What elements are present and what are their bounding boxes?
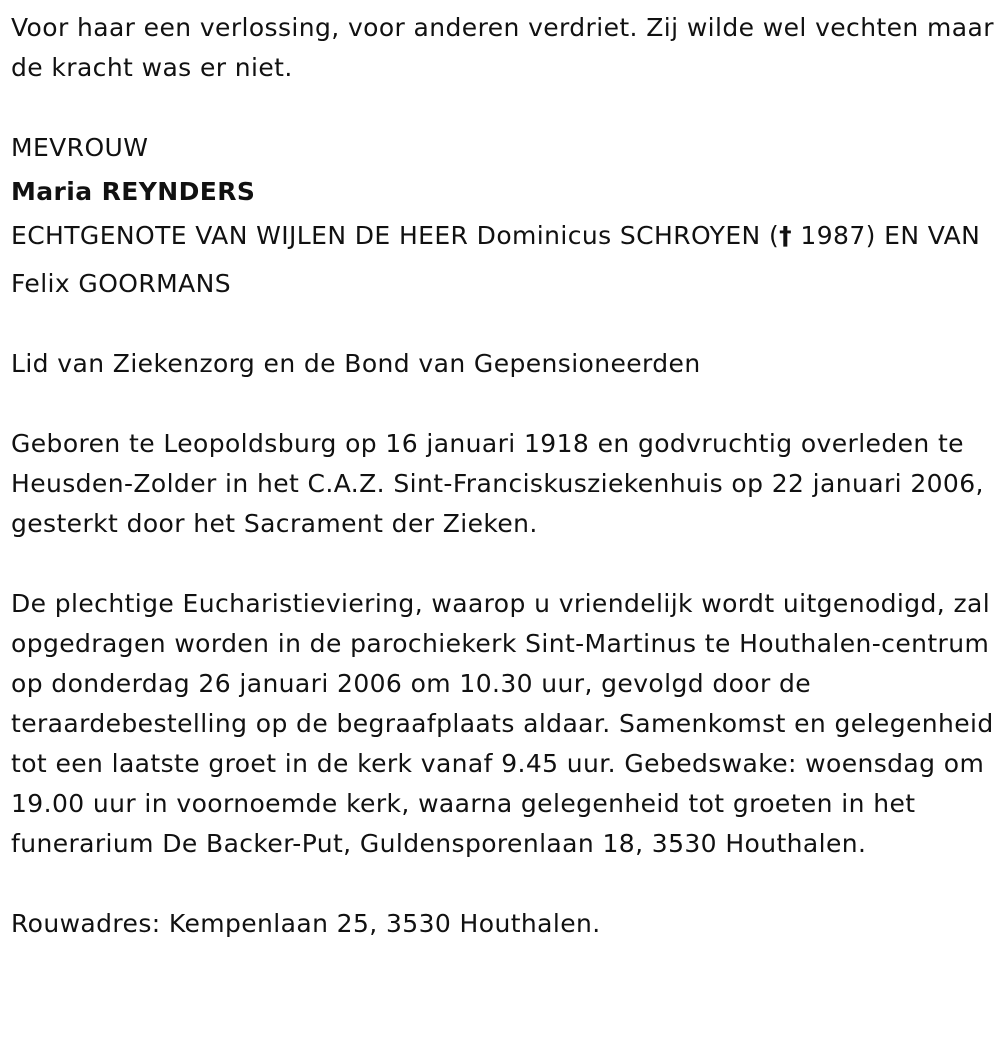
membership: Lid van Ziekenzorg en de Bond van Gepensioneerden xyxy=(11,349,701,378)
spacer xyxy=(11,544,996,584)
mourning-address: Rouwadres: Kempenlaan 25, 3530 Houthalen. xyxy=(11,909,601,938)
spouse-line xyxy=(11,216,996,256)
second-spouse: Felix GOORMANS xyxy=(11,269,231,298)
spouse-prefix: ECHTGENOTE VAN WIJLEN DE HEER Dominicus SCHROYEN ( xyxy=(11,221,780,250)
birth-death-paragraph: Geboren te Leopoldsburg op 16 januari 1918 en godvruchtig overleden te Heusden-Zolder in het C.A.Z. Sint-Franciskusziekenhuis op 22 januari 2006, gesterkt door het Sacrament der Zieken. xyxy=(11,429,984,538)
deceased-name: Maria REYNDERS xyxy=(11,177,256,206)
ceremony-paragraph: De plechtige Eucharistieviering, waarop u vriendelijk wordt uitgenodigd, zal opgedragen worden in de parochiekerk Sint-Martinus te Houthalen-centrum op donderdag 26 januari 2006 om 10.30 uur, gevolgd door de teraardebestelling op de begraafplaats aldaar. Samenkomst en gelegenheid tot een laatste groet in de kerk vanaf 9.45 uur. Gebedswake: woensdag om 19.00 uur in voornoemde kerk, waarna gelegenheid tot groeten in het funerarium De Backer-Put, Guldensporenlaan 18, 3530 Houthalen. xyxy=(11,589,994,858)
spacer xyxy=(11,864,996,904)
spacer xyxy=(11,256,996,264)
obituary-notice xyxy=(11,8,996,944)
intro-quote: Voor haar een verlossing, voor anderen verdriet. Zij wilde wel vechten maar de kracht was er niet. xyxy=(11,13,994,82)
spacer xyxy=(11,304,996,344)
salutation: MEVROUW xyxy=(11,133,149,162)
cross-icon: † xyxy=(779,221,793,250)
spouse-suffix: 1987) EN VAN xyxy=(792,221,981,250)
spacer xyxy=(11,88,996,128)
spacer xyxy=(11,384,996,424)
